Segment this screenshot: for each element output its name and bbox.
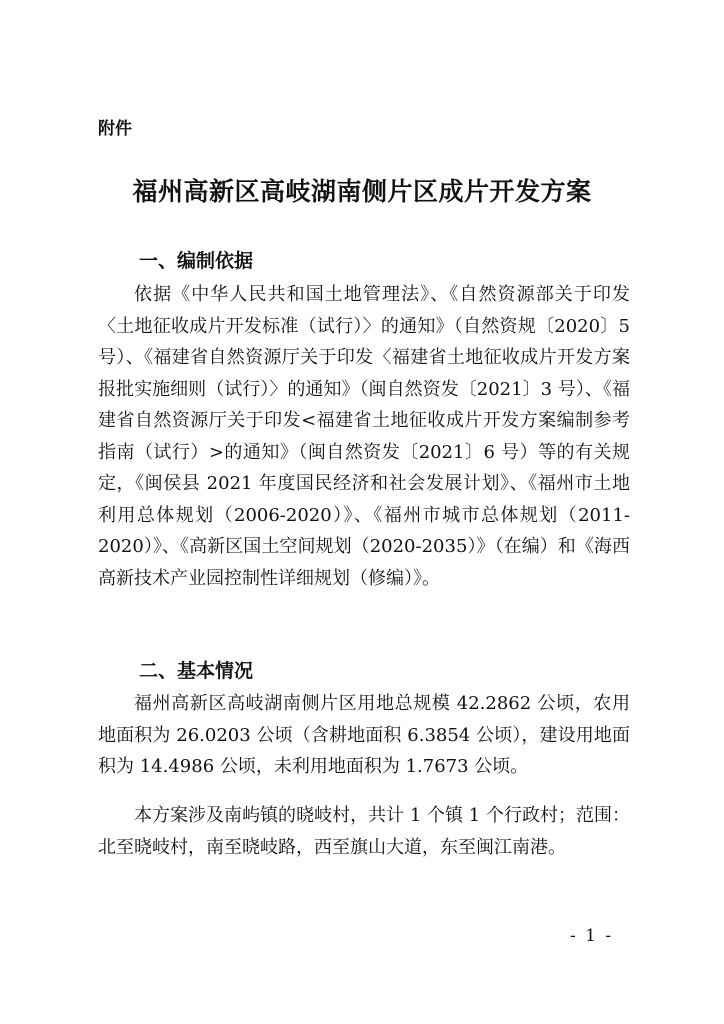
paragraph-basis: 依据《中华人民共和国土地管理法》、《自然资源部关于印发 〈土地征收成片开发标准（试行）〉的通知》（自然资规〔2020〕5 号）、《福建省自然资源厅关于印发〈福建省土地征收成片开发方案报批实施细则（试行）〉的通知》（闽自然资发〔2021〕3 号）、《福建省自然资源厅关于印发<福建省土地征收成片开发方案编制参考指南（试行）>的通知》（闽自然资发〔2021〕6 号）等的有关规定，《闽侯县 2021 年度国民经济和社会发展计划》、《福州市土地利用总体规划（2006-2020）》、《福州市城市总体规划（2011-2020）》、《高新区国土空间规划（2020-2035）》（在编）和《海西高新技术产业园控制性详细规划（修编）》。 <box>98 284 630 589</box>
section-heading-basis: 一、编制依据 <box>139 250 254 272</box>
paragraph-scope: 本方案涉及南屿镇的晓岐村，共计 1 个镇 1 个行政村；范围：北至晓岐村，南至晓岐路，西至旗山大道，东至闽江南港。 <box>98 805 630 858</box>
attachment-label: 附件 <box>98 119 132 139</box>
page-number: - 1 - <box>570 926 614 946</box>
document-title: 福州高新区高岐湖南侧片区成片开发方案 <box>132 177 592 206</box>
section-heading-overview: 二、基本情况 <box>139 660 254 682</box>
paragraph-land-area: 福州高新区高岐湖南侧片区用地总规模 42.2862 公顷，农用地面积为 26.0203 公顷（含耕地面积 6.3854 公顷），建设用地面积为 14.4986 公顷，未利用地面积为 1.7673 公顷。 <box>98 693 630 777</box>
